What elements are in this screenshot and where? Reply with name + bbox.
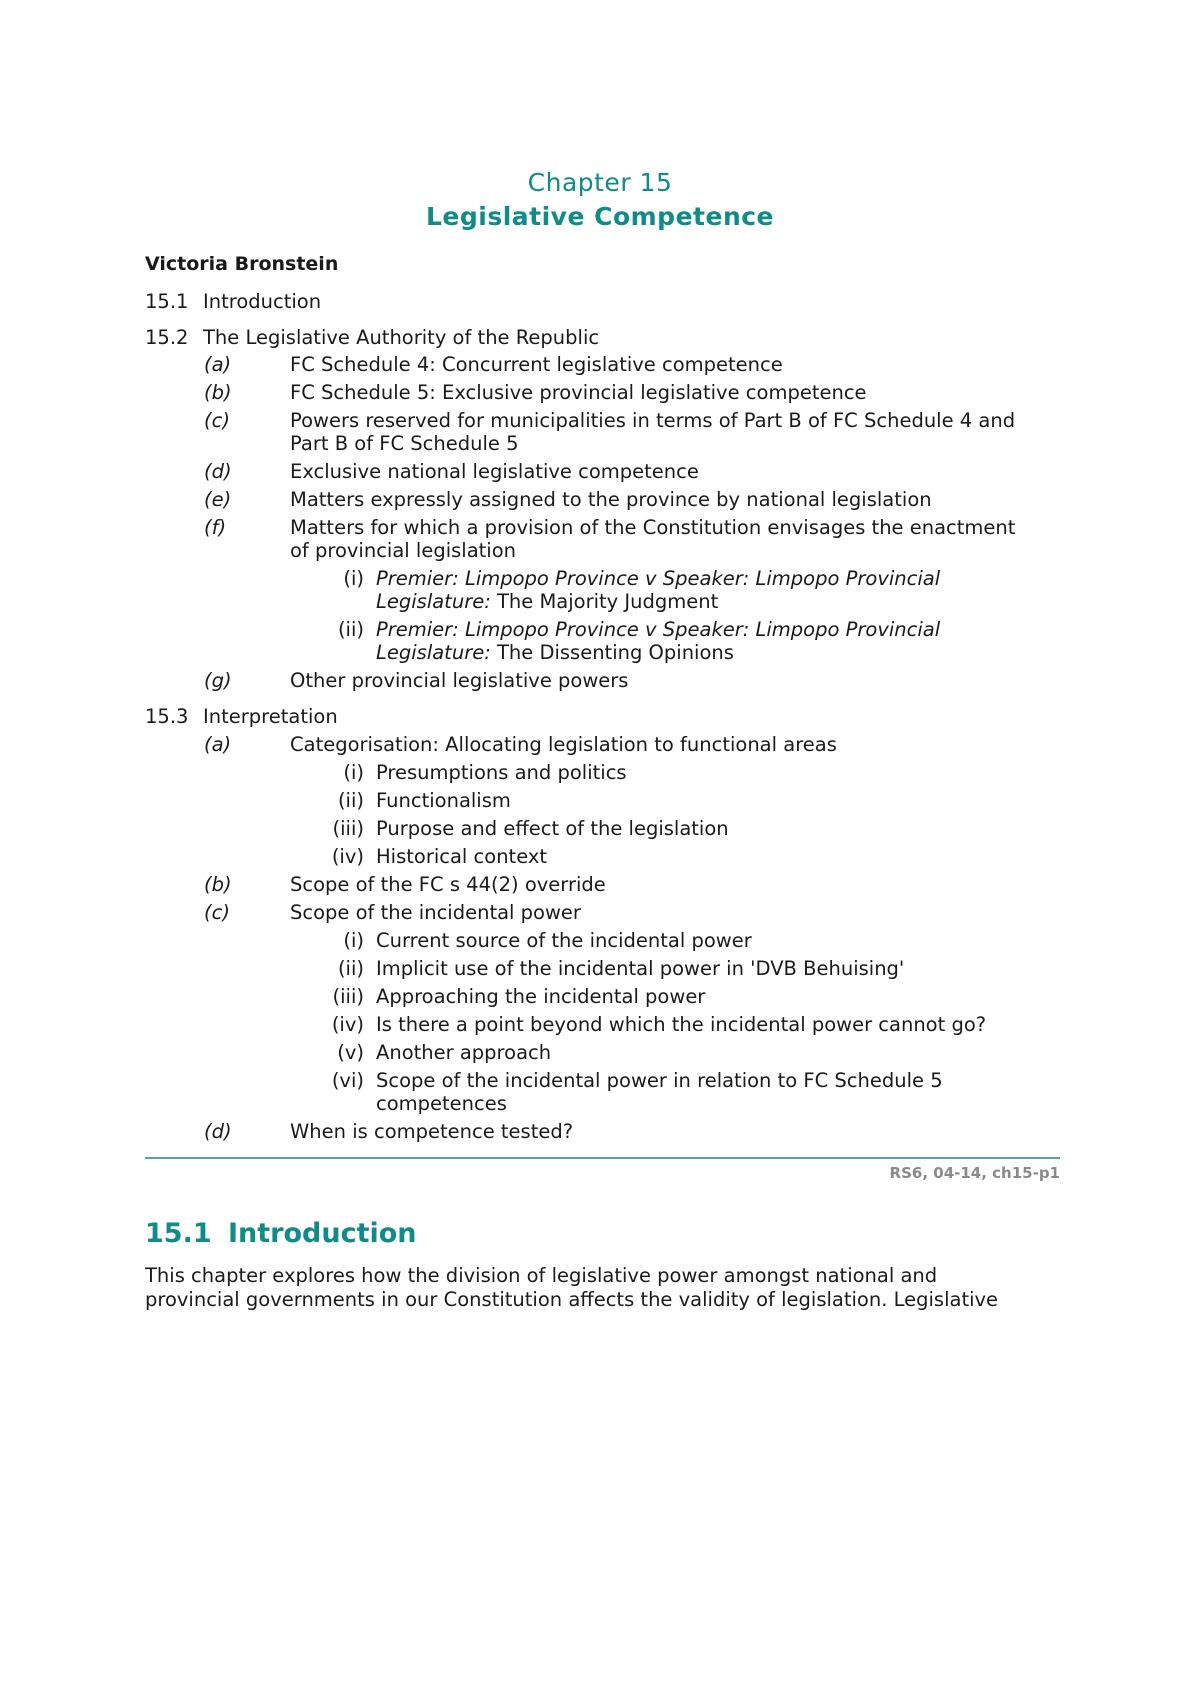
- toc-subitem-label: (vi): [331, 1069, 364, 1092]
- section-heading-title: Introduction: [228, 1218, 417, 1249]
- toc-subitem-label: (i): [343, 567, 364, 590]
- toc-item-label: (a): [204, 733, 232, 756]
- toc-item[interactable]: FC Schedule 5: Exclusive provincial legislative competence: [290, 381, 867, 404]
- toc-subitem[interactable]: Is there a point beyond which the incidental power cannot go?: [376, 1013, 987, 1036]
- toc-item[interactable]: Scope of the incidental power: [290, 901, 581, 924]
- toc-item-continued[interactable]: Part B of FC Schedule 5: [290, 432, 519, 455]
- page-reference: RS6, 04-14, ch15-p1: [889, 1164, 1060, 1182]
- toc-subitem[interactable]: Implicit use of the incidental power in 'DVB Behuising': [376, 957, 905, 980]
- toc-section-number: 15.1: [145, 290, 189, 313]
- toc-item[interactable]: When is competence tested?: [290, 1120, 574, 1143]
- toc-item-label: (d): [204, 1120, 232, 1143]
- toc-item-label: (c): [204, 901, 230, 924]
- toc-section-number: 15.3: [145, 705, 189, 728]
- toc-subitem[interactable]: Premier: Limpopo Province v Speaker: Limpopo Provincial: [376, 618, 941, 641]
- body-line: provincial governments in our Constitution affects the validity of legislation. Legislative: [145, 1288, 999, 1311]
- divider: [145, 1157, 1060, 1159]
- toc-subitem[interactable]: Current source of the incidental power: [376, 929, 752, 952]
- toc-subitem-label: (ii): [337, 789, 364, 812]
- body-paragraph: [145, 1264, 1075, 1312]
- toc-subitem-continued[interactable]: competences: [376, 1092, 507, 1115]
- toc-item-label: (c): [204, 409, 230, 432]
- toc-item[interactable]: Powers reserved for municipalities in terms of Part B of FC Schedule 4 and: [290, 409, 1016, 432]
- toc-item-label: (b): [204, 381, 232, 404]
- toc-subitem-label: (ii): [337, 957, 364, 980]
- toc-item[interactable]: Matters for which a provision of the Constitution envisages the enactment: [290, 516, 1016, 539]
- toc-section-title[interactable]: Introduction: [203, 290, 322, 313]
- toc-item-label: (a): [204, 353, 232, 376]
- author-name: Victoria Bronstein: [145, 253, 339, 275]
- toc-section-title[interactable]: Interpretation: [203, 705, 338, 728]
- toc-section-number: 15.2: [145, 326, 189, 349]
- toc-item[interactable]: Other provincial legislative powers: [290, 669, 629, 692]
- toc-subitem-label: (iv): [331, 1013, 364, 1036]
- toc-item[interactable]: Exclusive national legislative competence: [290, 460, 699, 483]
- toc-subitem-label: (iii): [332, 985, 364, 1008]
- toc-item-label: (d): [204, 460, 232, 483]
- toc-subitem[interactable]: Premier: Limpopo Province v Speaker: Limpopo Provincial: [376, 567, 941, 590]
- section-heading: [145, 1218, 417, 1249]
- toc-item-label: (g): [204, 669, 232, 692]
- toc-item-label: (e): [204, 488, 232, 511]
- toc-item[interactable]: FC Schedule 4: Concurrent legislative competence: [290, 353, 783, 376]
- toc-subitem-label: (ii): [337, 618, 364, 641]
- toc-subitem[interactable]: Scope of the incidental power in relation to FC Schedule 5: [376, 1069, 943, 1092]
- toc-subitem[interactable]: Presumptions and politics: [376, 761, 627, 784]
- toc-item-label: (b): [204, 873, 232, 896]
- toc-subitem-label: (v): [337, 1041, 364, 1064]
- toc-subitem-label: (iii): [332, 817, 364, 840]
- body-line: This chapter explores how the division of legislative power amongst national and: [145, 1264, 938, 1287]
- toc-subitem[interactable]: Purpose and effect of the legislation: [376, 817, 729, 840]
- toc-subitem-label: (i): [343, 761, 364, 784]
- toc-item[interactable]: Matters expressly assigned to the province by national legislation: [290, 488, 932, 511]
- toc-subitem[interactable]: Functionalism: [376, 789, 511, 812]
- toc-subitem-continued[interactable]: Legislature: The Majority Judgment: [376, 590, 719, 613]
- toc-item-continued[interactable]: of provincial legislation: [290, 539, 517, 562]
- section-heading-number: 15.1: [145, 1218, 212, 1249]
- toc-item[interactable]: Scope of the FC s 44(2) override: [290, 873, 606, 896]
- toc-item[interactable]: Categorisation: Allocating legislation to functional areas: [290, 733, 837, 756]
- chapter-title: Legislative Competence: [425, 202, 775, 231]
- toc-subitem[interactable]: Another approach: [376, 1041, 552, 1064]
- toc-subitem[interactable]: Approaching the incidental power: [376, 985, 706, 1008]
- toc-item-label: (f): [204, 516, 227, 539]
- toc-subitem-label: (i): [343, 929, 364, 952]
- toc-section-title[interactable]: The Legislative Authority of the Republic: [203, 326, 600, 349]
- toc-subitem-label: (iv): [331, 845, 364, 868]
- toc-subitem[interactable]: Historical context: [376, 845, 548, 868]
- toc-subitem-continued[interactable]: Legislature: The Dissenting Opinions: [376, 641, 734, 664]
- chapter-number: Chapter 15: [527, 168, 673, 197]
